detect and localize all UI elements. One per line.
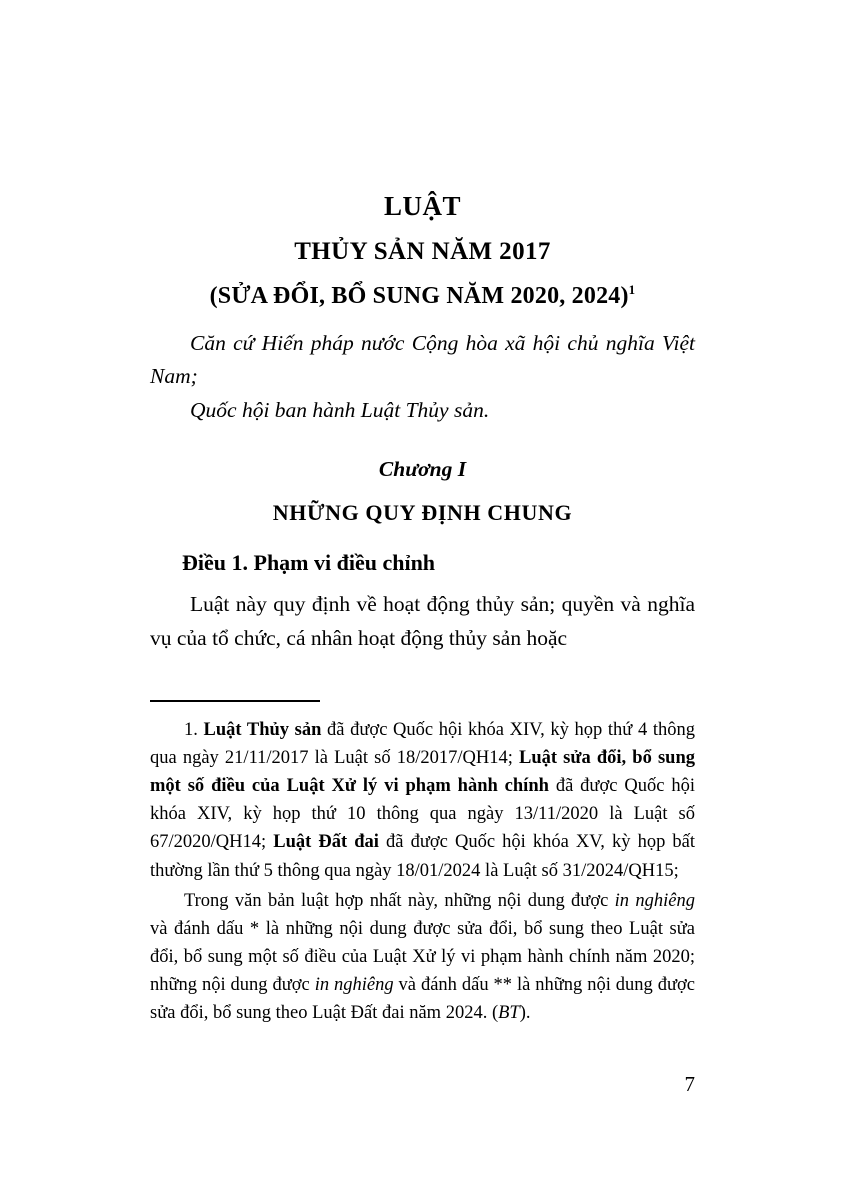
document-title-line-1: LUẬT — [383, 191, 461, 221]
footnote-paragraph-2 — [150, 887, 695, 1028]
footnote-bold-2: Luật sửa đổi, bổ sung một số điều của Luật Xử lý vi phạm hành chính — [150, 748, 695, 797]
preamble-block — [150, 327, 695, 427]
document-title-block — [150, 190, 695, 311]
preamble-paragraph-2: Quốc hội ban hành Luật Thủy sản. — [190, 397, 490, 422]
footnote-bold-1: Luật Thủy sản — [203, 720, 322, 740]
footnote-plain-3: đã được Quốc hội khóa XV, kỳ họp bất thường lần thứ 5 thông qua ngày 18/01/2024 là Luật số 31/2024/QH15; — [150, 832, 696, 881]
footnote-plain-6: và đánh dấu ** là những nội dung được sửa đổi, bổ sung theo Luật Đất đai năm 2024. ( — [150, 974, 695, 1024]
preamble-paragraph-1: Căn cứ Hiến pháp nước Cộng hòa xã hội chủ nghĩa Việt Nam; — [150, 331, 695, 389]
article-body — [150, 588, 695, 656]
footnote-text — [150, 716, 695, 1027]
footnote-plain-7: ). — [519, 1003, 531, 1024]
footnote-plain-1: đã được Quốc hội khóa XIV, kỳ họp thứ 4 thông qua ngày 21/11/2017 là Luật số 18/2017/QH14; — [150, 720, 695, 769]
footnote-plain-4: Trong văn bản luật hợp nhất này, những nội dung được — [184, 890, 615, 911]
page-number: 7 — [684, 1072, 695, 1096]
document-title-line-3-text: (SỬA ĐỔI, BỔ SUNG NĂM 2020, 2024) — [209, 283, 629, 309]
article-heading: Điều 1. Phạm vi điều chỉnh — [182, 549, 436, 575]
footnote-marker: 1. — [184, 720, 198, 740]
chapter-label: Chương I — [378, 456, 467, 481]
title-footnote-marker: 1 — [628, 282, 636, 297]
footnote-italic-2: in nghiêng — [314, 974, 394, 995]
footnote-plain-2: đã được Quốc hội khóa XIV, kỳ họp thứ 10 thông qua ngày 13/11/2020 là Luật số 67/2020/QH14; — [150, 776, 695, 853]
footnote-separator-rule — [150, 700, 320, 702]
footnote-plain-5: và đánh dấu * là những nội dung được sửa đổi, bổ sung theo Luật sửa đổi, bổ sung một số điều của Luật Xử lý vi phạm hành chính năm 2020; những nội dung được — [150, 918, 695, 995]
document-title-line-3 — [150, 281, 695, 311]
chapter-title: NHỮNG QUY ĐỊNH CHUNG — [272, 499, 573, 525]
footnote-paragraph-1 — [150, 716, 695, 885]
footnote-italic-3: BT — [498, 1003, 520, 1024]
footnote-italic-1: in nghiêng — [614, 890, 695, 911]
document-title-line-2: THỦY SẢN NĂM 2017 — [294, 237, 551, 265]
footnote-area — [150, 700, 695, 1027]
footnote-bold-3: Luật Đất đai — [273, 832, 379, 853]
article-body-paragraph: Luật này quy định về hoạt động thủy sản; quyền và nghĩa vụ của tổ chức, cá nhân hoạt động thủy sản hoặc — [150, 591, 695, 650]
